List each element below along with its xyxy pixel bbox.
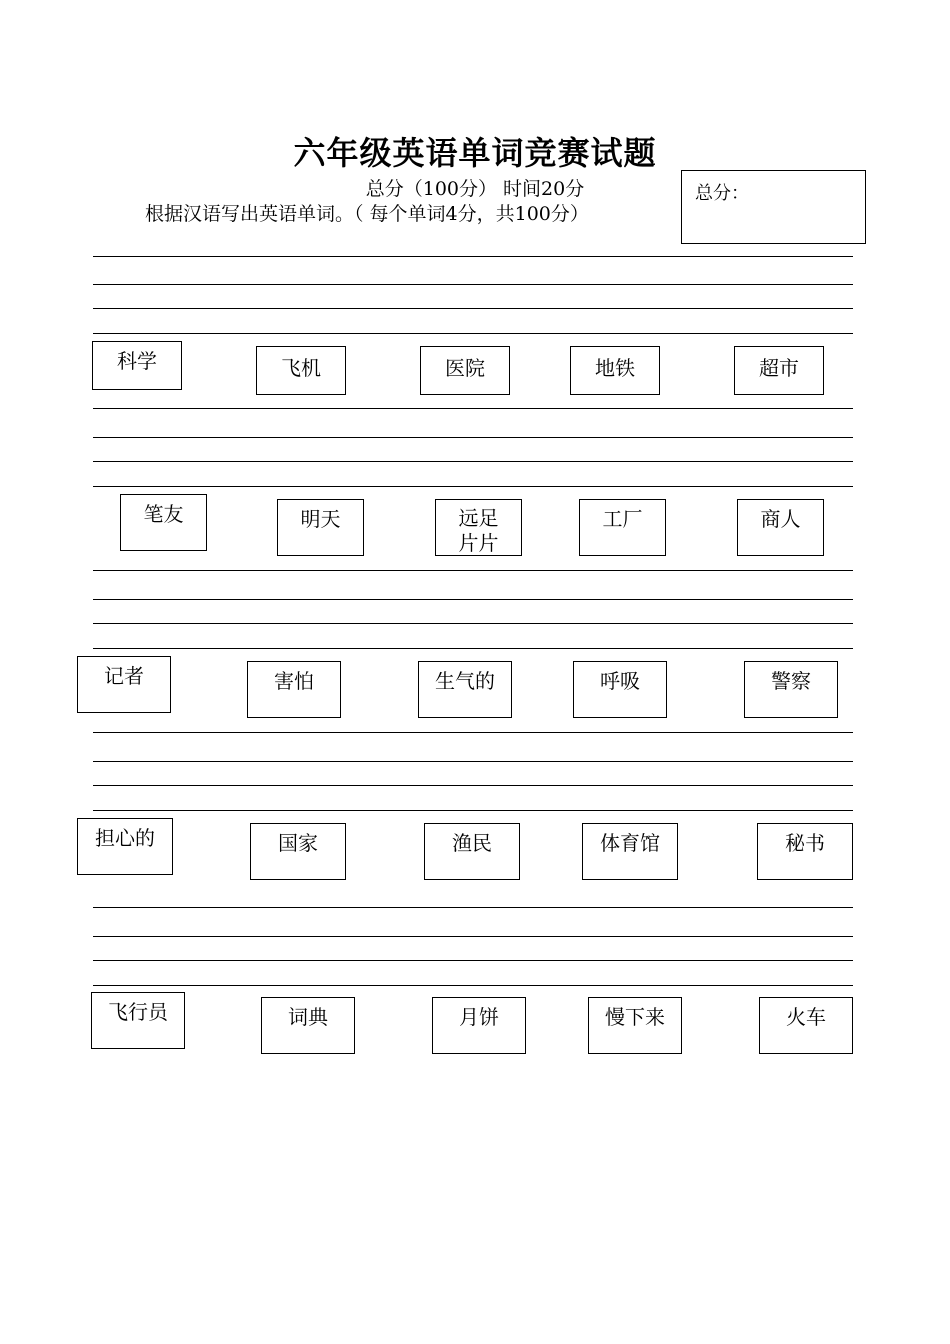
word-box: 记者 [77, 656, 171, 713]
writing-line[interactable] [93, 570, 853, 571]
word-box: 月饼 [432, 997, 526, 1054]
total-score-label: 总分： [695, 183, 749, 204]
word-box: 超市 [734, 346, 824, 395]
word-box: 生气的 [418, 661, 512, 718]
writing-line[interactable] [93, 256, 853, 257]
word-box: 火车 [759, 997, 853, 1054]
writing-line[interactable] [93, 437, 853, 438]
word-box: 国家 [250, 823, 346, 880]
word-box: 体育馆 [582, 823, 678, 880]
word-box: 渔民 [424, 823, 520, 880]
writing-line[interactable] [93, 785, 853, 786]
word-box: 医院 [420, 346, 510, 395]
word-box: 慢下来 [588, 997, 682, 1054]
word-box: 商人 [737, 499, 824, 556]
word-box: 警察 [744, 661, 838, 718]
word-box: 工厂 [579, 499, 666, 556]
word-box: 害怕 [247, 661, 341, 718]
word-box: 远足片片 [435, 499, 522, 556]
word-box: 飞行员 [91, 992, 185, 1049]
word-box: 呼吸 [573, 661, 667, 718]
writing-line[interactable] [93, 284, 853, 285]
writing-line[interactable] [93, 648, 853, 649]
word-box: 科学 [92, 341, 182, 390]
writing-line[interactable] [93, 599, 853, 600]
word-box: 秘书 [757, 823, 853, 880]
instructions: 根据汉语写出英语单词。（ 每个单词4分，共100分） [145, 203, 589, 225]
page-title: 六年级英语单词竞赛试题 [293, 134, 657, 172]
word-box: 飞机 [256, 346, 346, 395]
writing-line[interactable] [93, 333, 853, 334]
writing-line[interactable] [93, 907, 853, 908]
writing-line[interactable] [93, 761, 853, 762]
total-score-box[interactable] [681, 170, 866, 244]
word-box: 明天 [277, 499, 364, 556]
writing-line[interactable] [93, 308, 853, 309]
subtitle-score-time: 总分（100分） 时间20分 [365, 178, 585, 200]
writing-line[interactable] [93, 985, 853, 986]
writing-line[interactable] [93, 936, 853, 937]
word-box: 担心的 [77, 818, 173, 875]
writing-line[interactable] [93, 810, 853, 811]
writing-line[interactable] [93, 623, 853, 624]
word-box: 地铁 [570, 346, 660, 395]
writing-line[interactable] [93, 732, 853, 733]
word-box: 笔友 [120, 494, 207, 551]
writing-line[interactable] [93, 461, 853, 462]
word-box: 词典 [261, 997, 355, 1054]
writing-line[interactable] [93, 960, 853, 961]
writing-line[interactable] [93, 486, 853, 487]
writing-line[interactable] [93, 408, 853, 409]
